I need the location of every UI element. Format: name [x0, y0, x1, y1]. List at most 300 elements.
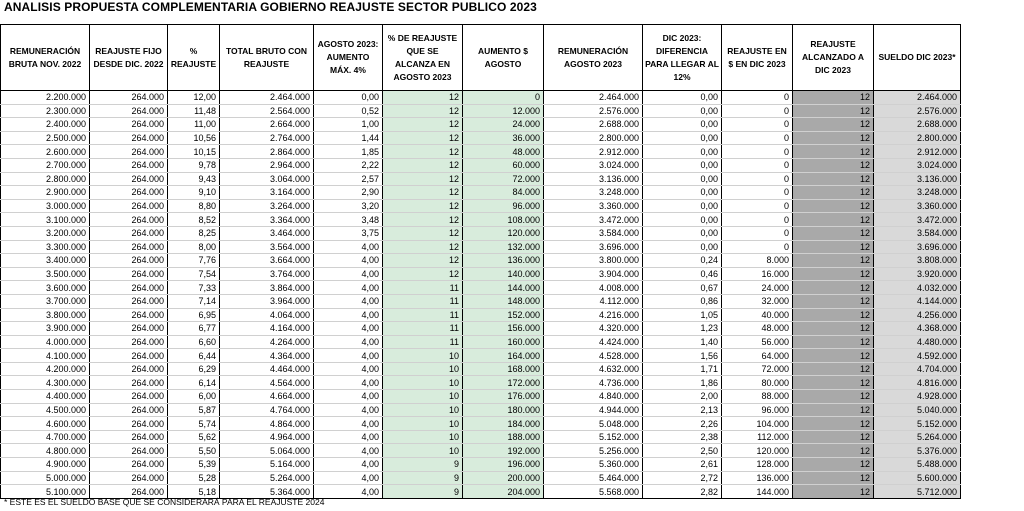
- cell-total-bruto[interactable]: 4.464.000: [220, 362, 314, 376]
- cell-reajuste-fijo[interactable]: 264.000: [90, 417, 168, 431]
- cell-porcentaje-reajuste[interactable]: 9,10: [168, 186, 220, 200]
- header-reajuste-fijo[interactable]: REAJUSTE FIJO DESDE DIC. 2022: [90, 25, 168, 91]
- cell-reajuste-fijo[interactable]: 264.000: [90, 390, 168, 404]
- cell-total-bruto[interactable]: 3.564.000: [220, 240, 314, 254]
- cell-remuneracion-agosto[interactable]: 3.904.000: [544, 267, 643, 281]
- cell-reajuste-alcanzado[interactable]: 12: [793, 240, 874, 254]
- cell-agosto-aumento[interactable]: 2,90: [314, 186, 383, 200]
- cell-sueldo-dic[interactable]: 4.704.000: [874, 362, 961, 376]
- cell-reajuste-fijo[interactable]: 264.000: [90, 226, 168, 240]
- cell-diferencia-dic[interactable]: 0,00: [643, 240, 722, 254]
- header-total-bruto[interactable]: TOTAL BRUTO CON REAJUSTE: [220, 25, 314, 91]
- cell-sueldo-dic[interactable]: 5.488.000: [874, 458, 961, 472]
- cell-remuneracion-bruta[interactable]: 4.100.000: [1, 349, 90, 363]
- cell-total-bruto[interactable]: 3.064.000: [220, 172, 314, 186]
- cell-reajuste-fijo[interactable]: 264.000: [90, 349, 168, 363]
- cell-reajuste-fijo[interactable]: 264.000: [90, 199, 168, 213]
- cell-aumento-agosto[interactable]: 160.000: [463, 335, 544, 349]
- cell-reajuste-alcanzado[interactable]: 12: [793, 267, 874, 281]
- cell-reajuste-dic[interactable]: 64.000: [722, 349, 793, 363]
- cell-porcentaje-agosto[interactable]: 12: [383, 104, 463, 118]
- cell-porcentaje-reajuste[interactable]: 7,33: [168, 281, 220, 295]
- cell-remuneracion-bruta[interactable]: 2.600.000: [1, 145, 90, 159]
- cell-porcentaje-reajuste[interactable]: 10,56: [168, 131, 220, 145]
- cell-porcentaje-agosto[interactable]: 10: [383, 430, 463, 444]
- cell-porcentaje-reajuste[interactable]: 6,00: [168, 390, 220, 404]
- cell-aumento-agosto[interactable]: 152.000: [463, 308, 544, 322]
- cell-sueldo-dic[interactable]: 3.024.000: [874, 158, 961, 172]
- cell-reajuste-fijo[interactable]: 264.000: [90, 430, 168, 444]
- cell-reajuste-fijo[interactable]: 264.000: [90, 376, 168, 390]
- cell-agosto-aumento[interactable]: 4,00: [314, 254, 383, 268]
- cell-reajuste-dic[interactable]: 56.000: [722, 335, 793, 349]
- cell-remuneracion-bruta[interactable]: 3.100.000: [1, 213, 90, 227]
- cell-aumento-agosto[interactable]: 172.000: [463, 376, 544, 390]
- cell-aumento-agosto[interactable]: 0: [463, 91, 544, 105]
- cell-sueldo-dic[interactable]: 2.800.000: [874, 131, 961, 145]
- cell-aumento-agosto[interactable]: 148.000: [463, 294, 544, 308]
- cell-diferencia-dic[interactable]: 1,40: [643, 335, 722, 349]
- cell-sueldo-dic[interactable]: 3.808.000: [874, 254, 961, 268]
- cell-porcentaje-agosto[interactable]: 10: [383, 349, 463, 363]
- cell-reajuste-alcanzado[interactable]: 12: [793, 145, 874, 159]
- cell-reajuste-alcanzado[interactable]: 12: [793, 308, 874, 322]
- cell-reajuste-fijo[interactable]: 264.000: [90, 186, 168, 200]
- cell-total-bruto[interactable]: 2.464.000: [220, 91, 314, 105]
- cell-reajuste-alcanzado[interactable]: 12: [793, 104, 874, 118]
- cell-remuneracion-agosto[interactable]: 4.528.000: [544, 349, 643, 363]
- cell-sueldo-dic[interactable]: 3.696.000: [874, 240, 961, 254]
- cell-reajuste-dic[interactable]: 8.000: [722, 254, 793, 268]
- cell-remuneracion-agosto[interactable]: 4.008.000: [544, 281, 643, 295]
- cell-porcentaje-reajuste[interactable]: 6,95: [168, 308, 220, 322]
- cell-reajuste-alcanzado[interactable]: 12: [793, 471, 874, 485]
- cell-diferencia-dic[interactable]: 2,13: [643, 403, 722, 417]
- cell-sueldo-dic[interactable]: 5.600.000: [874, 471, 961, 485]
- cell-porcentaje-reajuste[interactable]: 6,60: [168, 335, 220, 349]
- cell-remuneracion-agosto[interactable]: 2.800.000: [544, 131, 643, 145]
- cell-aumento-agosto[interactable]: 196.000: [463, 458, 544, 472]
- header-diferencia-dic[interactable]: DIC 2023: DIFERENCIA PARA LLEGAR AL 12%: [643, 25, 722, 91]
- cell-total-bruto[interactable]: 2.664.000: [220, 118, 314, 132]
- cell-reajuste-fijo[interactable]: 264.000: [90, 362, 168, 376]
- cell-diferencia-dic[interactable]: 0,67: [643, 281, 722, 295]
- cell-remuneracion-bruta[interactable]: 4.300.000: [1, 376, 90, 390]
- cell-remuneracion-bruta[interactable]: 4.000.000: [1, 335, 90, 349]
- cell-aumento-agosto[interactable]: 192.000: [463, 444, 544, 458]
- cell-porcentaje-agosto[interactable]: 11: [383, 281, 463, 295]
- cell-reajuste-alcanzado[interactable]: 12: [793, 158, 874, 172]
- cell-diferencia-dic[interactable]: 0,00: [643, 199, 722, 213]
- cell-remuneracion-agosto[interactable]: 4.736.000: [544, 376, 643, 390]
- cell-porcentaje-reajuste[interactable]: 5,50: [168, 444, 220, 458]
- cell-remuneracion-bruta[interactable]: 2.300.000: [1, 104, 90, 118]
- cell-porcentaje-reajuste[interactable]: 8,80: [168, 199, 220, 213]
- cell-porcentaje-reajuste[interactable]: 5,18: [168, 485, 220, 499]
- cell-porcentaje-reajuste[interactable]: 9,78: [168, 158, 220, 172]
- cell-reajuste-dic[interactable]: 88.000: [722, 390, 793, 404]
- header-porcentaje-reajuste[interactable]: % REAJUSTE: [168, 25, 220, 91]
- cell-diferencia-dic[interactable]: 0,00: [643, 172, 722, 186]
- cell-porcentaje-reajuste[interactable]: 12,00: [168, 91, 220, 105]
- cell-reajuste-dic[interactable]: 80.000: [722, 376, 793, 390]
- cell-porcentaje-reajuste[interactable]: 9,43: [168, 172, 220, 186]
- cell-total-bruto[interactable]: 3.464.000: [220, 226, 314, 240]
- cell-agosto-aumento[interactable]: 4,00: [314, 403, 383, 417]
- cell-porcentaje-agosto[interactable]: 12: [383, 91, 463, 105]
- cell-agosto-aumento[interactable]: 4,00: [314, 281, 383, 295]
- cell-total-bruto[interactable]: 4.664.000: [220, 390, 314, 404]
- cell-agosto-aumento[interactable]: 0,00: [314, 91, 383, 105]
- cell-reajuste-fijo[interactable]: 264.000: [90, 145, 168, 159]
- cell-reajuste-fijo[interactable]: 264.000: [90, 294, 168, 308]
- cell-diferencia-dic[interactable]: 0,00: [643, 145, 722, 159]
- cell-remuneracion-bruta[interactable]: 2.200.000: [1, 91, 90, 105]
- cell-porcentaje-agosto[interactable]: 9: [383, 458, 463, 472]
- cell-agosto-aumento[interactable]: 4,00: [314, 390, 383, 404]
- cell-reajuste-alcanzado[interactable]: 12: [793, 91, 874, 105]
- cell-agosto-aumento[interactable]: 3,75: [314, 226, 383, 240]
- cell-reajuste-dic[interactable]: 0: [722, 186, 793, 200]
- cell-remuneracion-agosto[interactable]: 3.024.000: [544, 158, 643, 172]
- cell-remuneracion-bruta[interactable]: 3.300.000: [1, 240, 90, 254]
- cell-porcentaje-agosto[interactable]: 12: [383, 118, 463, 132]
- cell-remuneracion-bruta[interactable]: 3.700.000: [1, 294, 90, 308]
- cell-aumento-agosto[interactable]: 168.000: [463, 362, 544, 376]
- cell-sueldo-dic[interactable]: 4.816.000: [874, 376, 961, 390]
- cell-remuneracion-agosto[interactable]: 4.632.000: [544, 362, 643, 376]
- cell-reajuste-dic[interactable]: 136.000: [722, 471, 793, 485]
- cell-diferencia-dic[interactable]: 0,24: [643, 254, 722, 268]
- cell-remuneracion-agosto[interactable]: 4.424.000: [544, 335, 643, 349]
- header-porcentaje-agosto[interactable]: % DE REAJUSTE QUE SE ALCANZA EN AGOSTO 2023: [383, 25, 463, 91]
- cell-reajuste-alcanzado[interactable]: 12: [793, 254, 874, 268]
- cell-remuneracion-bruta[interactable]: 2.800.000: [1, 172, 90, 186]
- cell-remuneracion-bruta[interactable]: 3.900.000: [1, 322, 90, 336]
- cell-agosto-aumento[interactable]: 4,00: [314, 240, 383, 254]
- cell-agosto-aumento[interactable]: 4,00: [314, 349, 383, 363]
- header-remuneracion-bruta[interactable]: REMUNERACIÓN BRUTA NOV. 2022: [1, 25, 90, 91]
- cell-total-bruto[interactable]: 4.864.000: [220, 417, 314, 431]
- cell-reajuste-dic[interactable]: 0: [722, 91, 793, 105]
- cell-diferencia-dic[interactable]: 2,26: [643, 417, 722, 431]
- cell-porcentaje-reajuste[interactable]: 8,52: [168, 213, 220, 227]
- cell-remuneracion-bruta[interactable]: 4.800.000: [1, 444, 90, 458]
- cell-reajuste-fijo[interactable]: 264.000: [90, 403, 168, 417]
- cell-reajuste-dic[interactable]: 0: [722, 131, 793, 145]
- cell-reajuste-fijo[interactable]: 264.000: [90, 172, 168, 186]
- cell-aumento-agosto[interactable]: 176.000: [463, 390, 544, 404]
- cell-porcentaje-reajuste[interactable]: 10,15: [168, 145, 220, 159]
- cell-agosto-aumento[interactable]: 4,00: [314, 376, 383, 390]
- cell-reajuste-alcanzado[interactable]: 12: [793, 376, 874, 390]
- cell-total-bruto[interactable]: 2.864.000: [220, 145, 314, 159]
- cell-agosto-aumento[interactable]: 4,00: [314, 444, 383, 458]
- header-agosto-aumento[interactable]: AGOSTO 2023: AUMENTO MÁX. 4%: [314, 25, 383, 91]
- cell-agosto-aumento[interactable]: 4,00: [314, 294, 383, 308]
- cell-aumento-agosto[interactable]: 180.000: [463, 403, 544, 417]
- cell-remuneracion-agosto[interactable]: 3.472.000: [544, 213, 643, 227]
- cell-sueldo-dic[interactable]: 2.576.000: [874, 104, 961, 118]
- cell-remuneracion-bruta[interactable]: 3.400.000: [1, 254, 90, 268]
- cell-sueldo-dic[interactable]: 4.368.000: [874, 322, 961, 336]
- cell-reajuste-fijo[interactable]: 264.000: [90, 444, 168, 458]
- cell-agosto-aumento[interactable]: 2,57: [314, 172, 383, 186]
- cell-agosto-aumento[interactable]: 4,00: [314, 322, 383, 336]
- cell-porcentaje-agosto[interactable]: 12: [383, 158, 463, 172]
- cell-agosto-aumento[interactable]: 4,00: [314, 417, 383, 431]
- cell-porcentaje-agosto[interactable]: 12: [383, 240, 463, 254]
- cell-reajuste-alcanzado[interactable]: 12: [793, 213, 874, 227]
- cell-remuneracion-bruta[interactable]: 4.700.000: [1, 430, 90, 444]
- cell-aumento-agosto[interactable]: 184.000: [463, 417, 544, 431]
- cell-total-bruto[interactable]: 2.764.000: [220, 131, 314, 145]
- cell-aumento-agosto[interactable]: 24.000: [463, 118, 544, 132]
- cell-porcentaje-agosto[interactable]: 12: [383, 254, 463, 268]
- cell-remuneracion-bruta[interactable]: 5.000.000: [1, 471, 90, 485]
- cell-remuneracion-agosto[interactable]: 3.800.000: [544, 254, 643, 268]
- header-remuneracion-agosto[interactable]: REMUNERACIÓN AGOSTO 2023: [544, 25, 643, 91]
- cell-total-bruto[interactable]: 3.664.000: [220, 254, 314, 268]
- cell-diferencia-dic[interactable]: 0,46: [643, 267, 722, 281]
- cell-reajuste-dic[interactable]: 48.000: [722, 322, 793, 336]
- cell-porcentaje-agosto[interactable]: 12: [383, 213, 463, 227]
- cell-aumento-agosto[interactable]: 140.000: [463, 267, 544, 281]
- cell-total-bruto[interactable]: 3.864.000: [220, 281, 314, 295]
- cell-reajuste-fijo[interactable]: 264.000: [90, 254, 168, 268]
- cell-reajuste-alcanzado[interactable]: 12: [793, 349, 874, 363]
- cell-reajuste-fijo[interactable]: 264.000: [90, 281, 168, 295]
- cell-reajuste-alcanzado[interactable]: 12: [793, 485, 874, 499]
- cell-sueldo-dic[interactable]: 5.264.000: [874, 430, 961, 444]
- cell-porcentaje-agosto[interactable]: 12: [383, 226, 463, 240]
- cell-reajuste-fijo[interactable]: 264.000: [90, 485, 168, 499]
- cell-remuneracion-bruta[interactable]: 2.500.000: [1, 131, 90, 145]
- cell-reajuste-fijo[interactable]: 264.000: [90, 308, 168, 322]
- cell-reajuste-alcanzado[interactable]: 12: [793, 335, 874, 349]
- cell-reajuste-fijo[interactable]: 264.000: [90, 471, 168, 485]
- cell-total-bruto[interactable]: 4.364.000: [220, 349, 314, 363]
- cell-porcentaje-reajuste[interactable]: 5,62: [168, 430, 220, 444]
- cell-sueldo-dic[interactable]: 3.248.000: [874, 186, 961, 200]
- cell-sueldo-dic[interactable]: 4.592.000: [874, 349, 961, 363]
- cell-agosto-aumento[interactable]: 3,48: [314, 213, 383, 227]
- cell-remuneracion-bruta[interactable]: 2.900.000: [1, 186, 90, 200]
- cell-reajuste-fijo[interactable]: 264.000: [90, 131, 168, 145]
- cell-remuneracion-bruta[interactable]: 3.200.000: [1, 226, 90, 240]
- cell-reajuste-alcanzado[interactable]: 12: [793, 131, 874, 145]
- cell-sueldo-dic[interactable]: 5.376.000: [874, 444, 961, 458]
- cell-agosto-aumento[interactable]: 4,00: [314, 335, 383, 349]
- cell-total-bruto[interactable]: 5.364.000: [220, 485, 314, 499]
- cell-agosto-aumento[interactable]: 4,00: [314, 362, 383, 376]
- cell-reajuste-alcanzado[interactable]: 12: [793, 403, 874, 417]
- cell-total-bruto[interactable]: 4.564.000: [220, 376, 314, 390]
- cell-porcentaje-reajuste[interactable]: 8,00: [168, 240, 220, 254]
- cell-remuneracion-agosto[interactable]: 2.576.000: [544, 104, 643, 118]
- cell-porcentaje-agosto[interactable]: 9: [383, 471, 463, 485]
- cell-reajuste-alcanzado[interactable]: 12: [793, 362, 874, 376]
- cell-remuneracion-agosto[interactable]: 5.048.000: [544, 417, 643, 431]
- cell-sueldo-dic[interactable]: 3.136.000: [874, 172, 961, 186]
- cell-agosto-aumento[interactable]: 1,00: [314, 118, 383, 132]
- cell-porcentaje-reajuste[interactable]: 6,77: [168, 322, 220, 336]
- cell-reajuste-fijo[interactable]: 264.000: [90, 458, 168, 472]
- cell-total-bruto[interactable]: 5.264.000: [220, 471, 314, 485]
- cell-diferencia-dic[interactable]: 0,00: [643, 131, 722, 145]
- cell-reajuste-dic[interactable]: 112.000: [722, 430, 793, 444]
- cell-porcentaje-agosto[interactable]: 12: [383, 172, 463, 186]
- cell-remuneracion-bruta[interactable]: 3.000.000: [1, 199, 90, 213]
- cell-aumento-agosto[interactable]: 36.000: [463, 131, 544, 145]
- cell-total-bruto[interactable]: 5.164.000: [220, 458, 314, 472]
- cell-total-bruto[interactable]: 4.964.000: [220, 430, 314, 444]
- cell-remuneracion-agosto[interactable]: 5.152.000: [544, 430, 643, 444]
- cell-porcentaje-agosto[interactable]: 10: [383, 417, 463, 431]
- cell-porcentaje-agosto[interactable]: 12: [383, 145, 463, 159]
- cell-reajuste-dic[interactable]: 120.000: [722, 444, 793, 458]
- cell-remuneracion-bruta[interactable]: 4.900.000: [1, 458, 90, 472]
- cell-aumento-agosto[interactable]: 60.000: [463, 158, 544, 172]
- cell-sueldo-dic[interactable]: 2.912.000: [874, 145, 961, 159]
- cell-porcentaje-reajuste[interactable]: 6,29: [168, 362, 220, 376]
- cell-porcentaje-reajuste[interactable]: 7,54: [168, 267, 220, 281]
- cell-remuneracion-bruta[interactable]: 3.500.000: [1, 267, 90, 281]
- cell-agosto-aumento[interactable]: 1,85: [314, 145, 383, 159]
- cell-remuneracion-agosto[interactable]: 4.320.000: [544, 322, 643, 336]
- cell-diferencia-dic[interactable]: 0,86: [643, 294, 722, 308]
- header-reajuste-alcanzado[interactable]: REAJUSTE ALCANZADO A DIC 2023: [793, 25, 874, 91]
- cell-total-bruto[interactable]: 3.164.000: [220, 186, 314, 200]
- cell-agosto-aumento[interactable]: 3,20: [314, 199, 383, 213]
- cell-remuneracion-agosto[interactable]: 4.216.000: [544, 308, 643, 322]
- cell-porcentaje-agosto[interactable]: 11: [383, 322, 463, 336]
- cell-sueldo-dic[interactable]: 4.480.000: [874, 335, 961, 349]
- cell-reajuste-alcanzado[interactable]: 12: [793, 390, 874, 404]
- cell-porcentaje-agosto[interactable]: 11: [383, 335, 463, 349]
- cell-total-bruto[interactable]: 3.264.000: [220, 199, 314, 213]
- cell-reajuste-dic[interactable]: 0: [722, 172, 793, 186]
- cell-porcentaje-reajuste[interactable]: 8,25: [168, 226, 220, 240]
- cell-total-bruto[interactable]: 5.064.000: [220, 444, 314, 458]
- cell-total-bruto[interactable]: 3.964.000: [220, 294, 314, 308]
- cell-porcentaje-reajuste[interactable]: 7,14: [168, 294, 220, 308]
- cell-remuneracion-agosto[interactable]: 2.688.000: [544, 118, 643, 132]
- cell-remuneracion-agosto[interactable]: 3.696.000: [544, 240, 643, 254]
- cell-remuneracion-bruta[interactable]: 4.600.000: [1, 417, 90, 431]
- header-aumento-agosto[interactable]: AUMENTO $ AGOSTO: [463, 25, 544, 91]
- cell-reajuste-dic[interactable]: 40.000: [722, 308, 793, 322]
- cell-reajuste-alcanzado[interactable]: 12: [793, 281, 874, 295]
- cell-agosto-aumento[interactable]: 1,44: [314, 131, 383, 145]
- cell-reajuste-fijo[interactable]: 264.000: [90, 213, 168, 227]
- cell-diferencia-dic[interactable]: 2,61: [643, 458, 722, 472]
- cell-diferencia-dic[interactable]: 0,00: [643, 158, 722, 172]
- header-reajuste-dic[interactable]: REAJUSTE EN $ EN DIC 2023: [722, 25, 793, 91]
- cell-reajuste-alcanzado[interactable]: 12: [793, 294, 874, 308]
- cell-reajuste-dic[interactable]: 0: [722, 226, 793, 240]
- cell-agosto-aumento[interactable]: 4,00: [314, 430, 383, 444]
- cell-porcentaje-agosto[interactable]: 10: [383, 390, 463, 404]
- cell-aumento-agosto[interactable]: 120.000: [463, 226, 544, 240]
- cell-total-bruto[interactable]: 2.964.000: [220, 158, 314, 172]
- cell-diferencia-dic[interactable]: 2,00: [643, 390, 722, 404]
- cell-porcentaje-agosto[interactable]: 12: [383, 131, 463, 145]
- cell-remuneracion-agosto[interactable]: 3.248.000: [544, 186, 643, 200]
- cell-remuneracion-agosto[interactable]: 4.944.000: [544, 403, 643, 417]
- cell-porcentaje-agosto[interactable]: 11: [383, 308, 463, 322]
- cell-sueldo-dic[interactable]: 5.152.000: [874, 417, 961, 431]
- cell-remuneracion-agosto[interactable]: 3.136.000: [544, 172, 643, 186]
- cell-porcentaje-agosto[interactable]: 11: [383, 294, 463, 308]
- cell-reajuste-alcanzado[interactable]: 12: [793, 444, 874, 458]
- cell-reajuste-fijo[interactable]: 264.000: [90, 104, 168, 118]
- cell-sueldo-dic[interactable]: 4.144.000: [874, 294, 961, 308]
- cell-reajuste-dic[interactable]: 16.000: [722, 267, 793, 281]
- cell-reajuste-dic[interactable]: 0: [722, 118, 793, 132]
- cell-porcentaje-agosto[interactable]: 12: [383, 199, 463, 213]
- cell-remuneracion-agosto[interactable]: 5.464.000: [544, 471, 643, 485]
- cell-aumento-agosto[interactable]: 12.000: [463, 104, 544, 118]
- cell-sueldo-dic[interactable]: 4.256.000: [874, 308, 961, 322]
- cell-diferencia-dic[interactable]: 1,23: [643, 322, 722, 336]
- cell-porcentaje-agosto[interactable]: 12: [383, 267, 463, 281]
- cell-agosto-aumento[interactable]: 4,00: [314, 308, 383, 322]
- cell-reajuste-alcanzado[interactable]: 12: [793, 226, 874, 240]
- cell-total-bruto[interactable]: 4.064.000: [220, 308, 314, 322]
- cell-porcentaje-reajuste[interactable]: 11,00: [168, 118, 220, 132]
- cell-reajuste-alcanzado[interactable]: 12: [793, 322, 874, 336]
- cell-diferencia-dic[interactable]: 2,72: [643, 471, 722, 485]
- cell-remuneracion-bruta[interactable]: 4.400.000: [1, 390, 90, 404]
- cell-agosto-aumento[interactable]: 4,00: [314, 485, 383, 499]
- cell-agosto-aumento[interactable]: 4,00: [314, 458, 383, 472]
- cell-reajuste-fijo[interactable]: 264.000: [90, 335, 168, 349]
- cell-diferencia-dic[interactable]: 0,00: [643, 226, 722, 240]
- cell-diferencia-dic[interactable]: 0,00: [643, 91, 722, 105]
- cell-reajuste-alcanzado[interactable]: 12: [793, 458, 874, 472]
- cell-porcentaje-agosto[interactable]: 9: [383, 485, 463, 499]
- cell-reajuste-fijo[interactable]: 264.000: [90, 158, 168, 172]
- cell-reajuste-dic[interactable]: 0: [722, 213, 793, 227]
- cell-remuneracion-agosto[interactable]: 2.464.000: [544, 91, 643, 105]
- cell-remuneracion-agosto[interactable]: 2.912.000: [544, 145, 643, 159]
- cell-porcentaje-reajuste[interactable]: 5,87: [168, 403, 220, 417]
- cell-porcentaje-reajuste[interactable]: 11,48: [168, 104, 220, 118]
- cell-porcentaje-reajuste[interactable]: 6,14: [168, 376, 220, 390]
- cell-agosto-aumento[interactable]: 4,00: [314, 267, 383, 281]
- cell-diferencia-dic[interactable]: 0,00: [643, 213, 722, 227]
- cell-sueldo-dic[interactable]: 4.928.000: [874, 390, 961, 404]
- cell-reajuste-dic[interactable]: 0: [722, 240, 793, 254]
- cell-porcentaje-reajuste[interactable]: 7,76: [168, 254, 220, 268]
- cell-remuneracion-bruta[interactable]: 4.500.000: [1, 403, 90, 417]
- cell-reajuste-alcanzado[interactable]: 12: [793, 172, 874, 186]
- cell-reajuste-dic[interactable]: 24.000: [722, 281, 793, 295]
- cell-reajuste-fijo[interactable]: 264.000: [90, 240, 168, 254]
- cell-reajuste-dic[interactable]: 72.000: [722, 362, 793, 376]
- cell-porcentaje-agosto[interactable]: 10: [383, 362, 463, 376]
- cell-agosto-aumento[interactable]: 0,52: [314, 104, 383, 118]
- cell-total-bruto[interactable]: 4.164.000: [220, 322, 314, 336]
- cell-aumento-agosto[interactable]: 84.000: [463, 186, 544, 200]
- cell-sueldo-dic[interactable]: 3.920.000: [874, 267, 961, 281]
- cell-agosto-aumento[interactable]: 4,00: [314, 471, 383, 485]
- cell-remuneracion-bruta[interactable]: 2.400.000: [1, 118, 90, 132]
- cell-porcentaje-agosto[interactable]: 10: [383, 403, 463, 417]
- cell-aumento-agosto[interactable]: 200.000: [463, 471, 544, 485]
- cell-agosto-aumento[interactable]: 2,22: [314, 158, 383, 172]
